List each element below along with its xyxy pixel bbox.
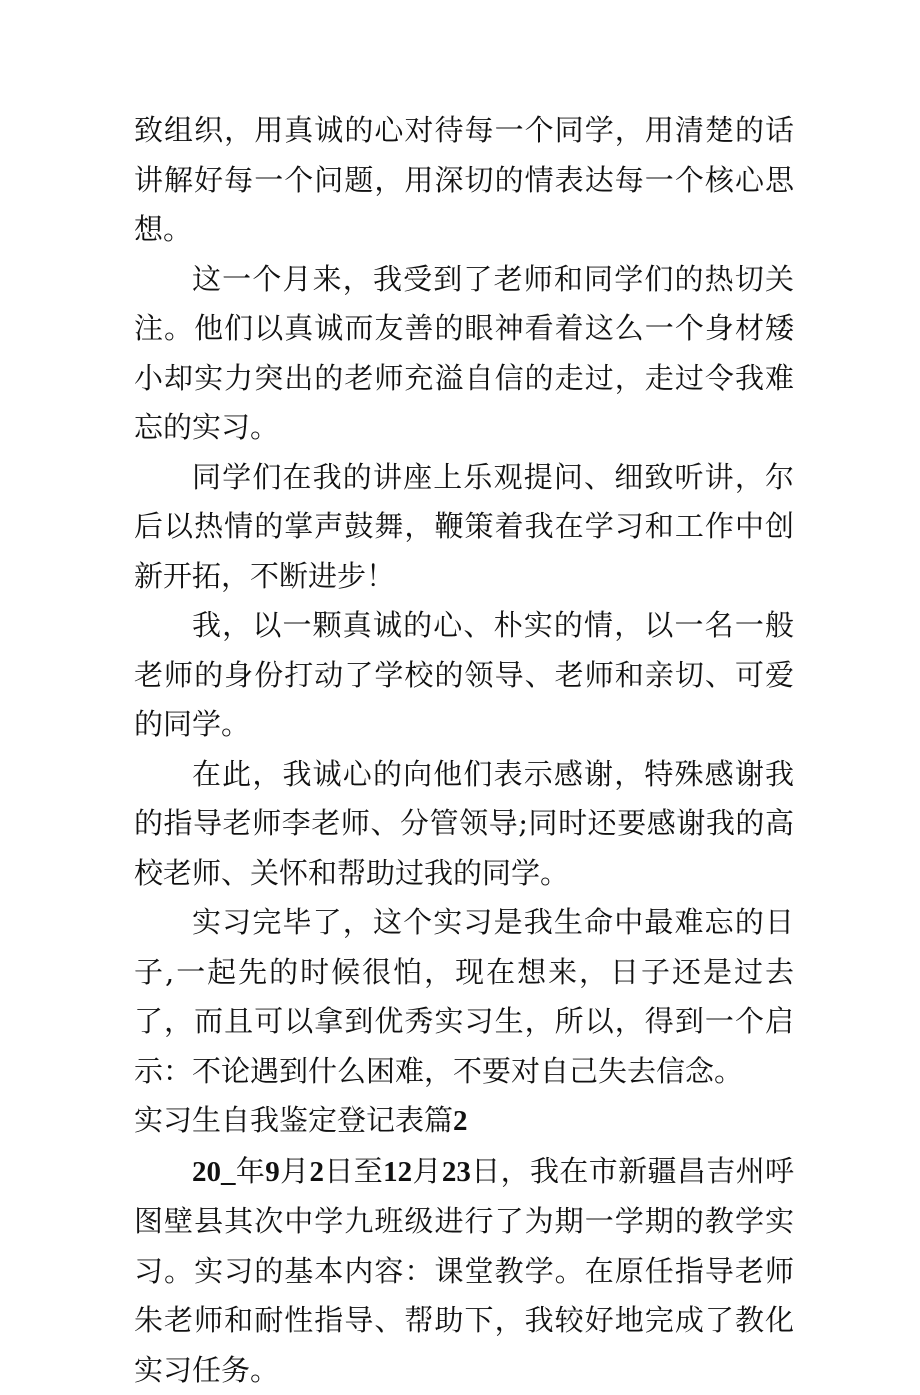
date-range-label: 日至 (324, 1154, 383, 1188)
paragraph-5: 在此，我诚心的向他们表示感谢，特殊感谢我的指导老师李老师、分管领导;同时还要感谢我的高校老师、关怀和帮助过我的同学。 (134, 750, 794, 899)
date-end-day: 23 (442, 1156, 471, 1188)
paragraph-4: 我，以一颗真诚的心、朴实的情，以一名一般老师的身份打动了学校的领导、老师和亲切、可爱的同学。 (134, 601, 794, 750)
date-end-month: 12 (383, 1156, 412, 1188)
date-month-label: 月 (280, 1154, 310, 1188)
date-end-month-label: 月 (412, 1154, 442, 1188)
paragraph-3: 同学们在我的讲座上乐观提问、细致听讲，尔后以热情的掌声鼓舞，鞭策着我在学习和工作中创新开拓，不断进步！ (134, 453, 794, 602)
date-start-day: 2 (310, 1156, 325, 1188)
section-heading-number: 2 (453, 1105, 468, 1137)
paragraph-7-body: 日，我在市新疆昌吉州呼图壁县其次中学九班级进行了为期一学期的教学实习。实习的基本内容：课堂教学。在原任指导老师朱老师和耐性指导、帮助下，我较好地完成了教化实习任务。 (134, 1154, 794, 1387)
document-body (134, 106, 794, 1395)
paragraph-2: 这一个月来，我受到了老师和同学们的热切关注。他们以真诚而友善的眼神看着这么一个身材矮小却实力突出的老师充溢自信的走过，走过令我难忘的实习。 (134, 255, 794, 453)
section-heading-text: 实习生自我鉴定登记表篇 (134, 1103, 453, 1137)
date-start-month: 9 (265, 1156, 280, 1188)
date-year: 20_ (192, 1156, 236, 1188)
section-heading (134, 1096, 794, 1147)
paragraph-6: 实习完毕了，这个实习是我生命中最难忘的日子,一起先的时候很怕，现在想来，日子还是过去了，而且可以拿到优秀实习生，所以，得到一个启示：不论遇到什么困难，不要对自己失去信念。 (134, 898, 794, 1096)
date-year-label: 年 (236, 1154, 266, 1188)
paragraph-1: 致组织，用真诚的心对待每一个同学，用清楚的话讲解好每一个问题，用深切的情表达每一个核心思想。 (134, 106, 794, 255)
paragraph-7 (134, 1147, 794, 1395)
